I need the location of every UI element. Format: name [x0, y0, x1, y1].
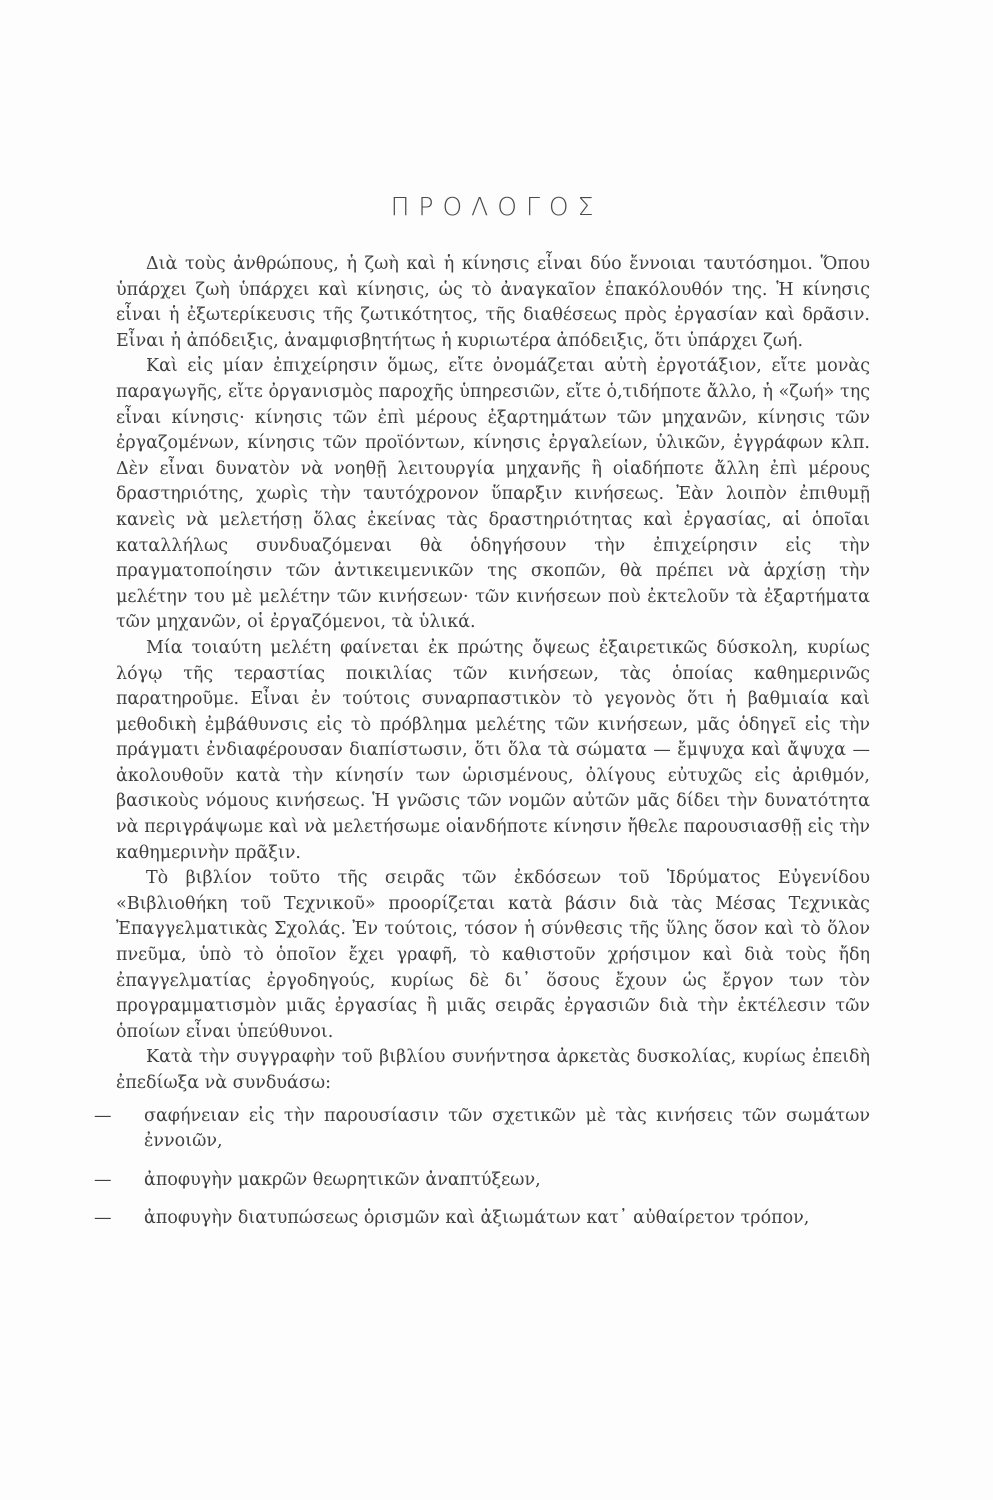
- paragraph: Τὸ βιβλίον τοῦτο τῆς σειρᾶς τῶν ἐκδόσεων τοῦ Ἱδρύματος Εὐγενίδου «Βιβλιοθήκη τοῦ Τεχνικοῦ» προορίζεται κατὰ βάσιν διὰ τὰς Μέσας Τεχνικὰς Ἐπαγγελματικὰς Σχολάς. Ἐν τούτοις, τόσον ἡ σύνθεσις τῆς ὕλης ὅσον καὶ τὸ ὅλον πνεῦμα, ὑπὸ τὸ ὁποῖον ἔχει γραφῆ, τὸ καθιστοῦν χρήσιμον καὶ διὰ τοὺς ἤδη ἐπαγγελματίας ἐργοδηγούς, κυρίως δὲ δι᾽ ὅσους ἔχουν ὡς ἔργον των τὸν προγραμματισμὸν μιᾶς ἐργασίας ἢ μιᾶς σειρᾶς ἐργασιῶν διὰ τὴν ἐκτέλεσιν τῶν ὁποίων εἶναι ὑπεύθυνοι.: [116, 868, 870, 1042]
- list-item-text: ἀποφυγὴν διατυπώσεως ὁρισμῶν καὶ ἀξιωμάτων κατ᾽ αὐθαίρετον τρόπον,: [144, 1208, 810, 1229]
- page-title: ΠΡΟΛΟΓΟΣ: [390, 192, 603, 221]
- list-item: [94, 1104, 870, 1155]
- list-item-text: σαφήνειαν εἰς τὴν παρουσίασιν τῶν σχετικῶν μὲ τὰς κινήσεις τῶν σωμάτων ἐννοιῶν,: [144, 1105, 870, 1152]
- dash-mark: —: [94, 1169, 112, 1190]
- paragraph: Κατὰ τὴν συγγραφὴν τοῦ βιβλίου συνήντησα ἀρκετὰς δυσκολίας, κυρίως ἐπειδὴ ἐπεδίωξα νὰ συνδυάσω:: [116, 1047, 870, 1093]
- paragraph: Διὰ τοὺς ἀνθρώπους, ἡ ζωὴ καὶ ἡ κίνησις εἶναι δύο ἔννοιαι ταυτόσημοι. Ὅπου ὑπάρχει ζωὴ ὑπάρχει καὶ κίνησις, ὡς τὸ ἀναγκαῖον ἐπακόλουθόν της. Ἡ κίνησις εἶναι ἡ ἐξωτερίκευσις τῆς ζωτικότητος, τῆς διαθέσεως πρὸς ἐργασίαν καὶ δρᾶσιν. Εἶναι ἡ ἀπόδειξις, ἀναμφισβητήτως ἡ κυριωτέρα ἀπόδειξις, ὅτι ὑπάρχει ζωή.: [116, 254, 870, 351]
- list-item: [94, 1168, 870, 1194]
- list-item-text: ἀποφυγὴν μακρῶν θεωρητικῶν ἀναπτύξεων,: [144, 1169, 541, 1190]
- dash-mark: —: [94, 1105, 112, 1126]
- paragraph: Καὶ εἰς μίαν ἐπιχείρησιν ὅμως, εἴτε ὀνομάζεται αὐτὴ ἐργοτάξιον, εἴτε μονὰς παραγωγῆς, εἴτε ὀργανισμὸς παροχῆς ὑπηρεσιῶν, εἴτε ὁ,τιδήποτε ἄλλο, ἡ «ζωή» της εἶναι κίνησις· κίνησις τῶν ἐπὶ μέρους ἐξαρτημάτων τῶν μηχανῶν, κίνησις τῶν ἐργαζομένων, κίνησις τῶν προϊόντων, κίνησις ἐργαλείων, ὑλικῶν, ἐγγράφων κλπ. Δὲν εἶναι δυνατὸν νὰ νοηθῇ λειτουργία μηχανῆς ἢ οἱαδήποτε ἄλλη ἐπὶ μέρους δραστηριότης, χωρὶς τὴν ταυτόχρονον ὕπαρξιν κινήσεως. Ἐὰν λοιπὸν ἐπιθυμῇ κανεὶς νὰ μελετήσῃ ὅλας ἐκείνας τὰς δραστηριότητας καὶ ἐργασίας, αἱ ὁποῖαι καταλλήλως συνδυαζόμεναι θὰ ὁδηγήσουν τὴν ἐπιχείρησιν εἰς τὴν πραγματοποίησιν τῶν ἀντικειμενικῶν της σκοπῶν, θὰ πρέπει νὰ ἀρχίσῃ τὴν μελέτην του μὲ μελέτην τῶν κινήσεων· τῶν κινήσεων ποὺ ἐκτελοῦν τὰ ἐξαρτήματα τῶν μηχανῶν, οἱ ἐργαζόμενοι, τὰ ὑλικά.: [116, 356, 870, 633]
- dash-mark: —: [94, 1208, 112, 1229]
- list-item: [94, 1206, 870, 1232]
- paragraph: Μία τοιαύτη μελέτη φαίνεται ἐκ πρώτης ὄψεως ἐξαιρετικῶς δύσκολη, κυρίως λόγῳ τῆς τεραστίας ποικιλίας τῶν κινήσεων, τὰς ὁποίας καθημερινῶς παρατηροῦμε. Εἶναι ἐν τούτοις συναρπαστικὸν τὸ γεγονὸς ὅτι ἡ βαθμιαία καὶ μεθοδικὴ ἐμβάθυνσις εἰς τὸ πρόβλημα μελέτης τῶν κινήσεων, μᾶς ὁδηγεῖ εἰς τὴν πράγματι ἐνδιαφέρουσαν διαπίστωσιν, ὅτι ὅλα τὰ σώματα — ἔμψυχα καὶ ἄψυχα — ἀκολουθοῦν κατὰ τὴν κίνησίν των ὡρισμένους, ὀλίγους εὐτυχῶς εἰς ἀριθμόν, βασικοὺς νόμους κινήσεως. Ἡ γνῶσις τῶν νομῶν αὐτῶν μᾶς δίδει τὴν δυνατότητα νὰ περιγράψωμε καὶ νὰ μελετήσωμε οἱανδήποτε κίνησιν ἤθελε παρουσιασθῇ εἰς τὴν καθημερινὴν πρᾶξιν.: [116, 637, 870, 863]
- prologue-body: [94, 252, 870, 1232]
